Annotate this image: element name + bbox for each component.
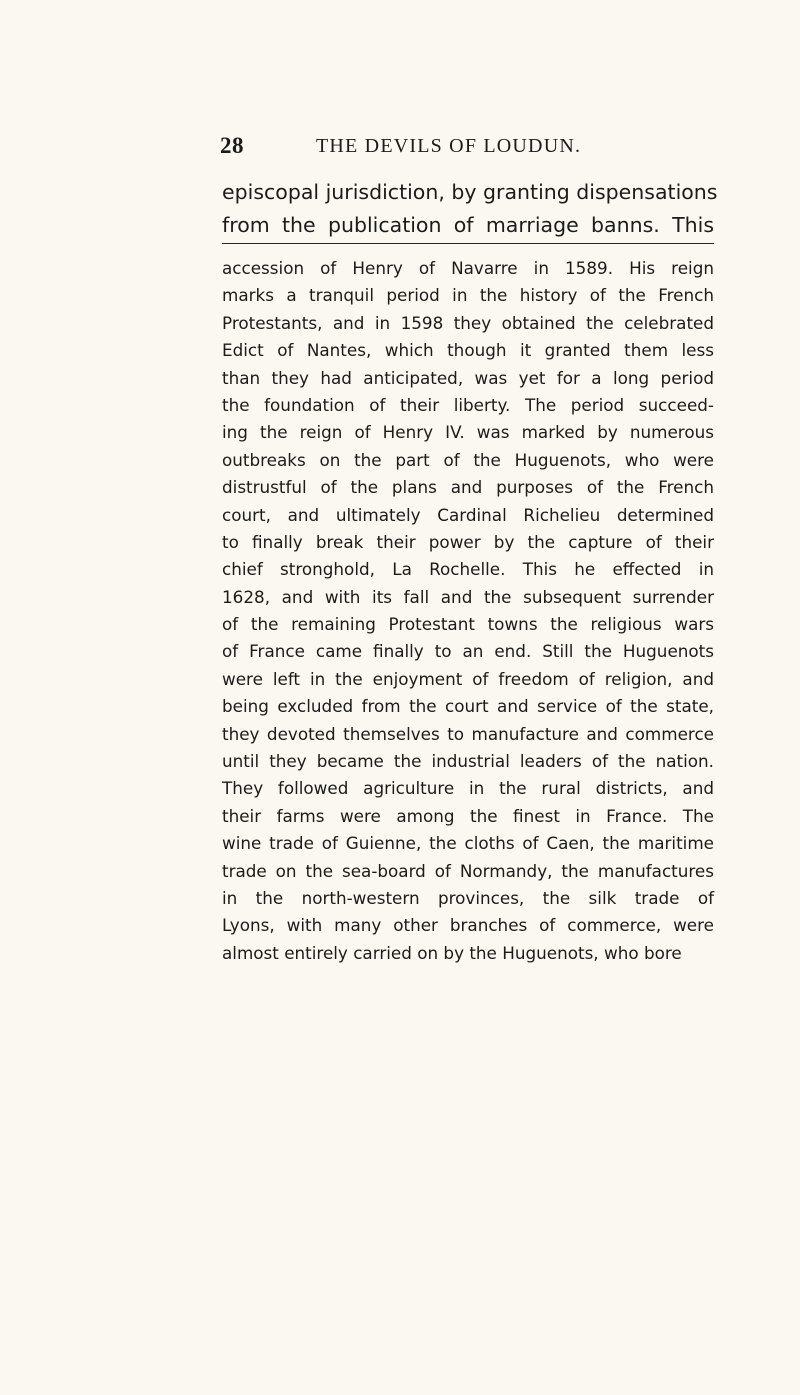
footnote-line: 1628, and with its fall and the subsequent surrender	[222, 586, 714, 607]
footnote-line: Edict of Nantes, which though it granted them less	[222, 340, 714, 361]
main-text-line: episcopal jurisdiction, by granting dispensations	[222, 180, 718, 204]
footnote-line: until they became the industrial leaders of the nation.	[222, 751, 714, 772]
footnote-line: outbreaks on the part of the Huguenots, who were	[222, 449, 714, 470]
page-number: 28	[220, 133, 244, 158]
footnote-line: almost entirely carried on by the Huguenots, who bore	[222, 942, 682, 963]
footnote-rule	[222, 243, 714, 244]
footnote-line: trade on the sea-board of Normandy, the manufactures	[222, 860, 714, 881]
footnote-line: of the remaining Protestant towns the religious wars	[222, 614, 714, 635]
footnote-line: marks a tranquil period in the history of the French	[222, 285, 714, 306]
footnote-line: They followed agriculture in the rural districts, and	[222, 778, 714, 799]
footnote-line: Protestants, and in 1598 they obtained the celebrated	[222, 312, 714, 333]
main-text	[222, 176, 718, 242]
footnote-line: chief stronghold, La Rochelle. This he effected in	[222, 559, 714, 580]
footnote-line: distrustful of the plans and purposes of the French	[222, 477, 714, 498]
footnote-line: accession of Henry of Navarre in 1589. His reign	[222, 258, 714, 278]
footnote-line: being excluded from the court and service of the state,	[222, 696, 714, 717]
footnote-line: ing the reign of Henry IV. was marked by numerous	[222, 422, 714, 443]
footnote-line: they devoted themselves to manufacture and commerce	[222, 723, 714, 744]
footnote-line: in the north-western provinces, the silk trade of	[222, 887, 714, 908]
main-text-line: from the publication of marriage banns. This	[222, 213, 714, 237]
footnote-line: court, and ultimately Cardinal Richelieu determined	[222, 504, 714, 525]
footnote-line: Lyons, with many other branches of commerce, were	[222, 915, 714, 936]
footnote-line: of France came finally to an end. Still the Huguenots	[222, 641, 714, 662]
footnote-line: their farms were among the finest in France. The	[222, 805, 714, 826]
running-head	[220, 133, 640, 167]
footnote-line: were left in the enjoyment of freedom of religion, and	[222, 668, 714, 689]
running-title: THE DEVILS OF LOUDUN.	[316, 135, 582, 157]
footnote-line: the foundation of their liberty. The period succeed-	[222, 394, 714, 415]
footnote-line: wine trade of Guienne, the cloths of Caen, the maritime	[222, 833, 714, 854]
footnote-text	[222, 255, 714, 967]
footnote-line: to finally break their power by the capture of their	[222, 531, 714, 552]
footnote-line: than they had anticipated, was yet for a long period	[222, 367, 714, 388]
